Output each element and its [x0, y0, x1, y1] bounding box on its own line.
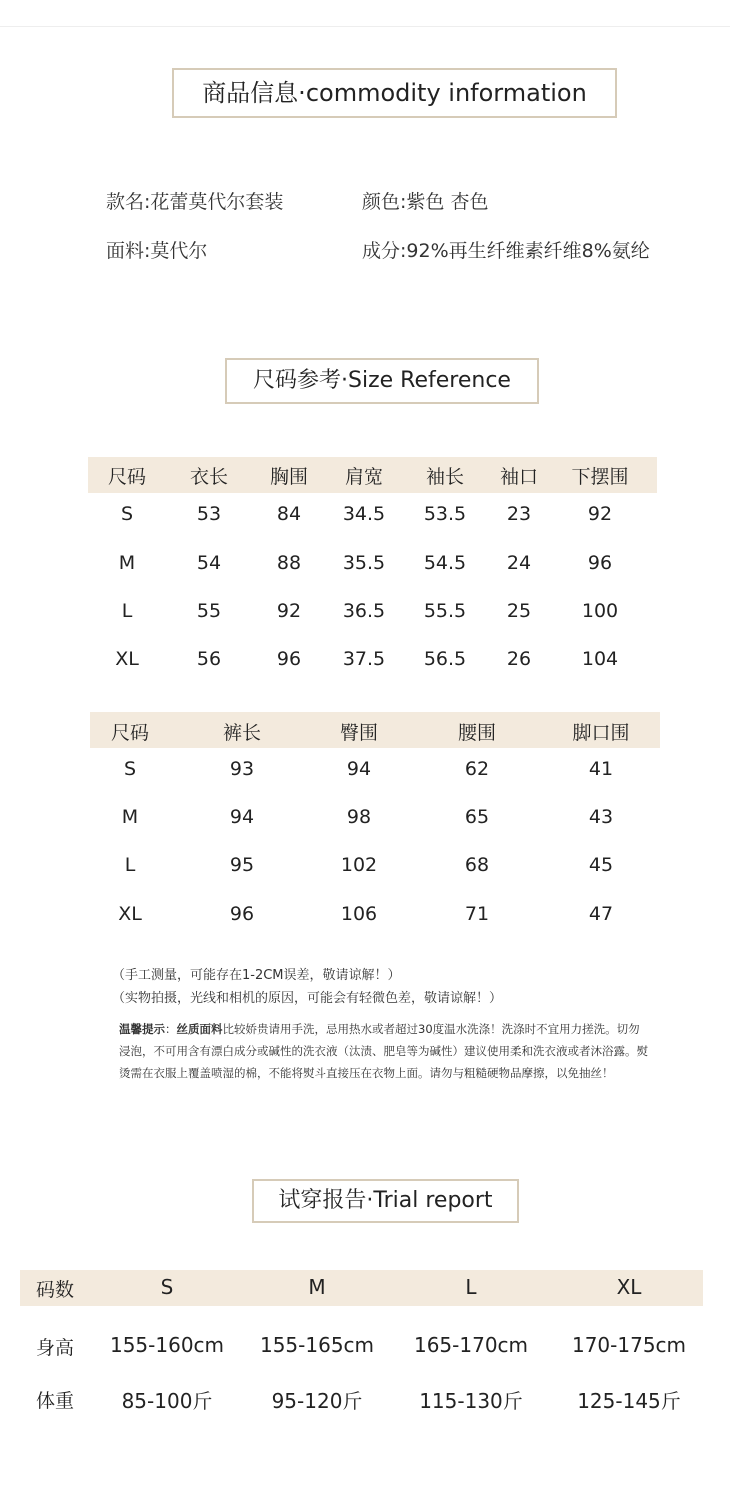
- composition-info: 成分:92%再生纤维素纤维8%氨纶: [362, 240, 650, 262]
- trial-size-cell: M: [308, 1275, 326, 1299]
- bottom-table-header-cell: 尺码: [110, 722, 150, 744]
- top-table-cell: 56: [196, 648, 222, 670]
- bottom-table-cell: S: [123, 758, 137, 780]
- bottom-table-cell: 41: [588, 758, 614, 780]
- trial-height-cell: 170-175cm: [571, 1333, 687, 1357]
- top-table-header-cell: 肩宽: [344, 466, 384, 488]
- top-table-cell: 54.5: [423, 552, 467, 574]
- commodity-title-box: [172, 68, 617, 118]
- top-table-cell: 55.5: [423, 600, 467, 622]
- trial-header-label: 码数: [36, 1279, 75, 1301]
- top-divider: [0, 26, 730, 27]
- trial-weight-cell: 95-120斤: [271, 1389, 363, 1413]
- size-title-box: [225, 358, 539, 404]
- care-label: 温馨提示: [119, 1022, 165, 1036]
- bottom-table-cell: L: [124, 854, 136, 876]
- top-table-cell: 55: [196, 600, 222, 622]
- trial-table-header: [20, 1270, 703, 1306]
- trial-weight-cell: 85-100斤: [121, 1389, 213, 1413]
- bottom-table-header-cell: 脚口围: [572, 722, 630, 744]
- bottom-table-cell: 43: [588, 806, 614, 828]
- bottom-table-cell: XL: [118, 903, 142, 925]
- bottom-table-cell: 93: [229, 758, 255, 780]
- color-note: （实物拍摄，光线和相机的原因，可能会有轻微色差，敬请谅解！）: [112, 991, 503, 1006]
- color-info: 颜色:紫色 杏色: [362, 191, 489, 213]
- top-table-header-cell: 胸围: [269, 466, 309, 488]
- bottom-table-cell: 65: [464, 806, 490, 828]
- top-table-cell: 92: [587, 503, 613, 525]
- top-table-cell: 104: [581, 648, 619, 670]
- trial-height-cell: 155-165cm: [259, 1333, 375, 1357]
- bottom-table-cell: 68: [464, 854, 490, 876]
- bottom-table-cell: 102: [340, 854, 378, 876]
- trial-weight-cell: 125-145斤: [577, 1389, 681, 1413]
- top-table-cell: M: [118, 552, 136, 574]
- bottom-table-cell: 71: [464, 903, 490, 925]
- top-table-header-cell: 袖长: [425, 466, 465, 488]
- top-table-cell: 88: [276, 552, 302, 574]
- bottom-table-cell: M: [121, 806, 139, 828]
- top-table-cell: 26: [506, 648, 532, 670]
- bottom-table-cell: 96: [229, 903, 255, 925]
- bottom-table-header-cell: 腰围: [457, 722, 497, 744]
- bottom-table-cell: 106: [340, 903, 378, 925]
- top-table-cell: 100: [581, 600, 619, 622]
- trial-title-box: [252, 1179, 519, 1223]
- bottom-table-cell: 95: [229, 854, 255, 876]
- top-table-cell: L: [121, 600, 133, 622]
- trial-height-cell: 165-170cm: [413, 1333, 529, 1357]
- top-table-cell: 53: [196, 503, 222, 525]
- bottom-table-cell: 98: [346, 806, 372, 828]
- top-table-cell: 96: [587, 552, 613, 574]
- care-instructions: [119, 1018, 649, 1084]
- top-table-cell: 96: [276, 648, 302, 670]
- bottom-table-cell: 94: [229, 806, 255, 828]
- bottom-table-cell: 45: [588, 854, 614, 876]
- trial-size-cell: XL: [616, 1275, 642, 1299]
- bottom-table-header-cell: 臀围: [339, 722, 379, 744]
- top-table-cell: XL: [115, 648, 139, 670]
- top-table-cell: S: [120, 503, 134, 525]
- bottom-table-cell: 47: [588, 903, 614, 925]
- style-name: 款名:花蕾莫代尔套装: [106, 191, 284, 213]
- top-table-cell: 84: [276, 503, 302, 525]
- top-table-cell: 23: [506, 503, 532, 525]
- bottom-table-cell: 94: [346, 758, 372, 780]
- measurement-note: （手工测量，可能存在1-2CM误差，敬请谅解！）: [112, 968, 401, 983]
- top-table-header-cell: 衣长: [189, 466, 229, 488]
- top-table-cell: 56.5: [423, 648, 467, 670]
- trial-size-cell: L: [465, 1275, 477, 1299]
- bottom-table-cell: 62: [464, 758, 490, 780]
- trial-title: 试穿报告·Trial report: [278, 1188, 493, 1213]
- top-table-cell: 54: [196, 552, 222, 574]
- care-text: 比较娇贵请用手洗，忌用热水或者超过30度温水洗涤！洗涤时不宜用力搓洗。切勿浸泡，不可用含有漂白成分或碱性的洗衣液（汰渍、肥皂等为碱性）建议使用柔和洗衣液或者沐浴露。熨烫需在衣服上覆盖喷湿的棉，不能将熨斗直接压在衣物上面。请勿与粗糙硬物品摩擦，以免抽丝！: [119, 1022, 648, 1080]
- size-title: 尺码参考·Size Reference: [253, 368, 511, 393]
- top-table-cell: 25: [506, 600, 532, 622]
- top-table-header-cell: 下摆围: [571, 466, 629, 488]
- bottom-table-header-cell: 裤长: [222, 722, 262, 744]
- top-table-cell: 53.5: [423, 503, 467, 525]
- trial-height-cell: 155-160cm: [109, 1333, 225, 1357]
- top-table-header-cell: 袖口: [499, 466, 539, 488]
- care-sep: ：: [165, 1022, 177, 1036]
- fabric-info: 面料:莫代尔: [106, 240, 208, 262]
- weight-label: 体重: [36, 1390, 75, 1412]
- top-table-cell: 36.5: [342, 600, 386, 622]
- top-table-cell: 37.5: [342, 648, 386, 670]
- top-table-cell: 24: [506, 552, 532, 574]
- commodity-title: 商品信息·commodity information: [202, 79, 587, 107]
- top-table-header-cell: 尺码: [107, 466, 147, 488]
- top-table-cell: 35.5: [342, 552, 386, 574]
- care-label2: 丝质面料: [176, 1022, 223, 1036]
- height-label: 身高: [36, 1337, 75, 1359]
- top-table-cell: 34.5: [342, 503, 386, 525]
- trial-weight-cell: 115-130斤: [419, 1389, 523, 1413]
- top-table-cell: 92: [276, 600, 302, 622]
- trial-size-cell: S: [160, 1275, 174, 1299]
